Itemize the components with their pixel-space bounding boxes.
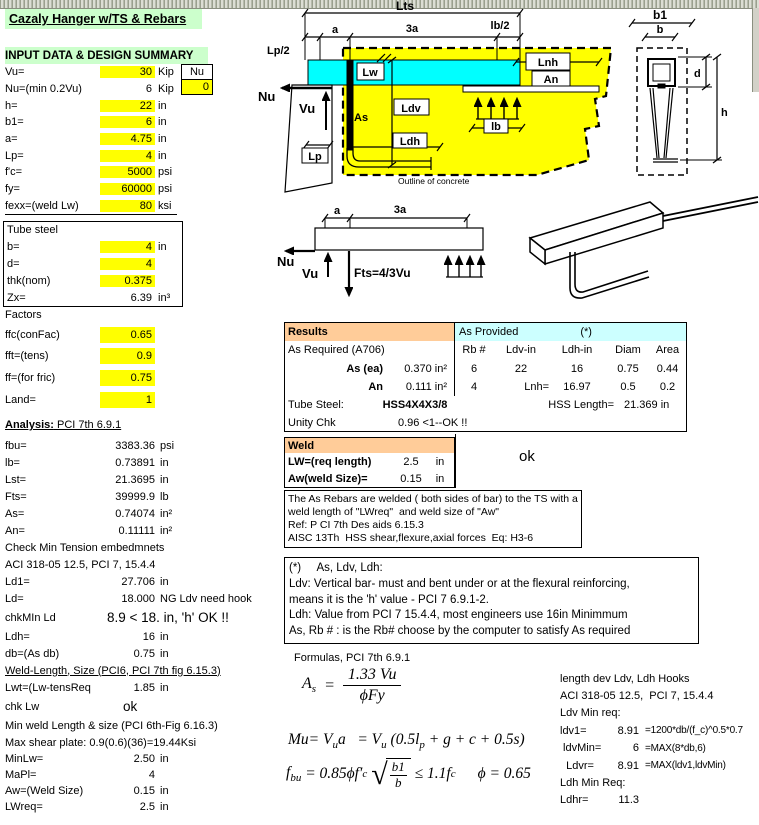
label-d: d	[694, 68, 701, 80]
input-value-cell[interactable]: 22	[100, 100, 155, 112]
weld-row: LW=(req length) 2.5 in	[288, 455, 445, 468]
factor-row	[5, 367, 177, 389]
nu-mini-value-cell[interactable]: 0	[181, 80, 213, 95]
col-header: Diam	[615, 344, 641, 356]
factor-value-cell[interactable]: 1	[100, 392, 155, 408]
nu-mini-header: Nu	[181, 64, 213, 80]
analysis-note: Min weld Length & size (PCI 6th-Fig 6.16.3)	[5, 719, 218, 732]
input-label: a=	[5, 133, 18, 146]
weld-table	[284, 437, 455, 488]
check-min-ld-row: chkMIn Ld 8.9 < 18. in, 'h' OK !!	[5, 610, 229, 625]
col-header: Ldh-in	[561, 344, 593, 356]
label-force-a: a	[333, 205, 341, 217]
analysis-row: Aw=(Weld Size) 0.15 in	[5, 785, 169, 797]
label-lb2: lb/2	[490, 20, 510, 32]
analysis-note: Max shear plate: 0.9(0.6)(36)=19.44Ksi	[5, 736, 197, 749]
input-row	[5, 147, 177, 164]
input-label: fexx=(weld Lw)	[5, 199, 79, 212]
analysis-row: Lwt=(Lw-tensReq 1.85 in	[5, 681, 169, 694]
factor-value-cell[interactable]: 0.65	[100, 327, 155, 343]
factor-label: ffc(conFac)	[5, 328, 60, 341]
isometric-sketch	[530, 197, 758, 298]
label-nu: Nu	[258, 89, 276, 104]
col-header: Rb #	[462, 344, 486, 356]
results-header-row	[285, 323, 686, 341]
label-as: As	[354, 112, 369, 124]
input-label: h=	[5, 99, 18, 112]
factors-title: Factors	[5, 309, 42, 321]
input-value-cell[interactable]: 30	[100, 66, 155, 78]
analysis-row: Ld= 18.000 NG Ldv need hook	[5, 592, 252, 605]
input-label: fy=	[5, 183, 20, 196]
label-lp: Lp	[308, 151, 322, 163]
input-unit: Kip	[158, 66, 174, 79]
beam-body	[315, 228, 483, 250]
label-lp2: Lp/2	[267, 45, 290, 57]
tube-unit: in	[158, 240, 167, 253]
input-row	[5, 131, 177, 148]
input-unit: Kip	[158, 83, 174, 96]
input-value-cell: 6	[145, 83, 152, 96]
results-table	[284, 322, 687, 432]
analysis-note: ACI 318-05 12.5, PCI 7, 15.4.4	[5, 558, 156, 571]
tube-steel-box	[3, 221, 183, 307]
results-header: Results	[285, 323, 455, 341]
input-unit: in	[158, 133, 167, 146]
nu-mini-table	[181, 64, 213, 95]
label-ldv: Ldv	[401, 103, 421, 115]
sheet-title	[5, 9, 202, 29]
factor-value-cell[interactable]: 0.9	[100, 348, 155, 364]
input-value-cell[interactable]: 4	[100, 150, 155, 162]
unity-check-result: 0.96 <1--OK !!	[398, 416, 468, 429]
analysis-row: Fts= 39999.9 lb	[5, 490, 169, 503]
tube-label: d=	[7, 257, 20, 270]
as-rebar	[347, 60, 353, 150]
tube-value-cell[interactable]: 4	[100, 241, 155, 253]
results-subheader-row: As Required (A706) Rb # Ldv-in Ldh-in Diam Area	[285, 341, 686, 359]
check-min-ld-result: 8.9 < 18. in, 'h' OK !!	[107, 610, 229, 625]
star-marker: (*)	[580, 326, 592, 338]
analysis-note: Check Min Tension embedmnets	[5, 541, 165, 554]
factor-label: fft=(tens)	[5, 350, 49, 363]
tube-steel-bar	[308, 60, 520, 85]
input-data-header: INPUT DATA & DESIGN SUMMARY	[5, 47, 208, 64]
label-force-vu: Vu	[302, 266, 319, 281]
formula-as: $A_s$ = $\frac{1.33 Vu}{\text{ϕFy}}$	[302, 666, 401, 705]
factor-row	[5, 346, 177, 368]
weld-ok-status: ok	[519, 448, 535, 465]
tube-steel-title: Tube steel	[7, 224, 58, 236]
analysis-row: lb= 0.73891 in	[5, 456, 169, 469]
tube-label: thk(nom)	[7, 274, 51, 287]
label-h: h	[721, 107, 728, 119]
results-an-row: An 0.111 in² 4 Lnh= 16.97 0.5 0.2	[285, 378, 686, 396]
input-label: f'c=	[5, 166, 23, 179]
label-fts: Fts=4/3Vu	[354, 266, 411, 280]
tube-row	[4, 255, 182, 272]
analysis-row: As= 0.74074 in²	[5, 507, 173, 520]
analysis-row: MinLw= 2.50 in	[5, 753, 169, 765]
analysis-row: Ld1= 27.706 in	[5, 575, 169, 588]
input-unit: in	[158, 116, 167, 129]
as-provided-header: As Provided (*)	[455, 323, 686, 341]
analysis-row: db=(As db) 0.75 in	[5, 647, 169, 660]
col-header: Area	[655, 344, 680, 356]
ldv-row: ldvMin= 6 =MAX(8*db,6)	[560, 742, 706, 755]
input-row	[5, 81, 177, 98]
elevation-diagram	[258, 0, 611, 192]
hss-size: HSS4X4X3/8	[382, 399, 448, 411]
tube-cross-section-diagram	[629, 8, 728, 175]
label-force-nu: Nu	[277, 254, 295, 269]
label-lb: lb	[491, 121, 501, 133]
input-unit: psi	[158, 166, 173, 179]
input-row	[5, 181, 177, 198]
weld-row: Aw(weld Size)= 0.15 in	[288, 472, 445, 485]
analysis-section	[5, 419, 255, 815]
tube-row	[4, 289, 182, 306]
input-unit: in	[158, 99, 167, 112]
input-row	[5, 164, 177, 181]
factor-label: Land=	[5, 393, 36, 406]
factor-row	[5, 324, 177, 346]
label-b1: b1	[652, 8, 668, 22]
factors-section	[5, 324, 177, 410]
star-note-box: (*) As, Ldv, Ldh: Ldv: Vertical bar- must and bent under or at the flexural reinforcing, means it is the 'h' value - PCI 7 6.9.1-2. Ldh: Value from PCI 7 15.4.4, most engineers use 16in Minimmum As, Rb # : is the Rb# choose by the computer to satisfy As required	[284, 557, 699, 644]
unity-check-row: Unity Chk 0.96 <1--OK !!	[288, 416, 468, 429]
input-label: b1=	[5, 116, 24, 129]
tube-label: Zx=	[7, 291, 26, 304]
input-value-cell[interactable]: 6	[100, 116, 155, 128]
tube-row	[4, 272, 182, 289]
weld-header: Weld	[285, 438, 454, 453]
input-value-cell[interactable]: 5000	[100, 166, 155, 178]
input-value-cell[interactable]: 80	[100, 200, 155, 212]
diagrams	[250, 0, 759, 320]
sqrt-icon: √	[371, 757, 388, 791]
ldv-row: Ldhr= 11.3	[560, 794, 639, 807]
input-unit: psi	[158, 183, 173, 196]
weld-note-box: The As Rebars are welded ( both sides of bar) to the TS with a weld length of "LWreq" and weld size of "Aw" Ref: P CI 7th Des aids 6.15.3 AISC 13Th HSS shear,flexure,axial forces Eq: H3-6	[284, 490, 582, 548]
input-value-cell[interactable]: 60000	[100, 183, 155, 195]
input-table	[5, 64, 177, 215]
tube-label: b=	[7, 240, 20, 253]
weld-length-heading: Weld-Length, Size (PCI6, PCI 7th fig 6.15.3)	[5, 664, 221, 677]
ldv-row: ldv1= 8.91 =1200*db/(f_c)^0.5*0.7	[560, 724, 743, 737]
tube-value-cell[interactable]: 0.375	[100, 275, 155, 287]
input-row	[5, 64, 177, 81]
col-header: Ldv-in	[506, 344, 536, 356]
results-as-row: As (ea) 0.370 in² 6 22 16 0.75 0.44	[285, 359, 686, 378]
chk-lw-result: ok	[123, 699, 138, 714]
tube-value-cell[interactable]: 4	[100, 258, 155, 270]
tube-unit: in³	[158, 291, 171, 304]
label-lw: Lw	[362, 67, 378, 79]
analysis-row: LWreq= 2.5 in	[5, 801, 169, 813]
tube-row	[4, 238, 182, 255]
ldv-row: Ldvr= 8.91 =MAX(ldv1,ldvMin)	[560, 759, 726, 772]
formula-fbu: $f_{bu}$ = 0.85ϕf′ c √ $\frac{b1}{b}$ ≤ 1.1f c ϕ = 0.65	[286, 757, 531, 791]
label-force-3a: 3a	[393, 204, 407, 216]
label-vu: Vu	[299, 101, 316, 116]
divider-line	[455, 434, 456, 488]
input-unit: in	[158, 149, 167, 162]
input-unit: ksi	[158, 199, 172, 212]
weld-mark	[658, 84, 665, 88]
formulas-heading: Formulas, PCI 7th 6.9.1	[294, 652, 411, 664]
label-lts: Lts	[396, 0, 414, 13]
factor-value-cell[interactable]: 0.75	[100, 370, 155, 386]
ldv-ldh-block: length dev Ldv, Ldh Hooks ACI 318-05 12.5, PCI 7, 15.4.4 Ldv Min req: ldv1= 8.91 =1200*db/(f_c)^0.5*0.7 ldvMin= 6 =MAX(8*db,6) Ldvr= 8.91 =MAX(ldv1,ldvMin) Ldh Min Req: Ldhr= 11.3	[560, 670, 759, 809]
force-diagram	[277, 204, 483, 295]
label-outline-of-concrete: Outline of concrete	[398, 176, 470, 186]
input-row	[5, 198, 177, 215]
formula-mu: $Mu= V_ua = V_u$ $(0.5l_p + g + c + 0.5s)$	[288, 731, 525, 752]
label-lnh: Lnh	[537, 57, 559, 69]
input-value-cell[interactable]: 4.75	[100, 133, 155, 145]
label-b: b	[656, 24, 664, 36]
analysis-row: fbu= 3383.36 psi	[5, 439, 175, 452]
input-label: Nu=(min 0.2Vu)	[5, 83, 82, 96]
input-label: Vu=	[5, 66, 25, 79]
analysis-row: An= 0.11111 in²	[5, 524, 173, 537]
factor-row	[5, 389, 177, 411]
label-3a: 3a	[405, 23, 419, 35]
chk-lw-row: chk Lw ok	[5, 699, 138, 714]
tube-steel-result-row: Tube Steel: HSS4X4X3/8 HSS Length= 21.369 in	[288, 399, 670, 411]
analysis-heading: Analysis: PCI 7th 6.9.1	[5, 419, 122, 431]
input-label: Lp=	[5, 149, 24, 162]
tube-outer	[648, 59, 675, 86]
analysis-row: Lst= 21.3695 in	[5, 473, 169, 486]
input-row	[5, 114, 177, 131]
label-an: An	[543, 74, 559, 86]
an-bar	[463, 86, 599, 92]
label-ldh: Ldh	[399, 136, 421, 148]
label-a: a	[331, 24, 339, 36]
tube-value-cell: 6.39	[130, 291, 152, 304]
analysis-row: MaPl= 4	[5, 769, 155, 781]
factor-label: ff=(for fric)	[5, 371, 56, 384]
analysis-row: Ldh= 16 in	[5, 630, 169, 643]
input-row	[5, 97, 177, 114]
sheet-title-text: Cazaly Hanger w/TS & Rebars	[9, 12, 187, 26]
